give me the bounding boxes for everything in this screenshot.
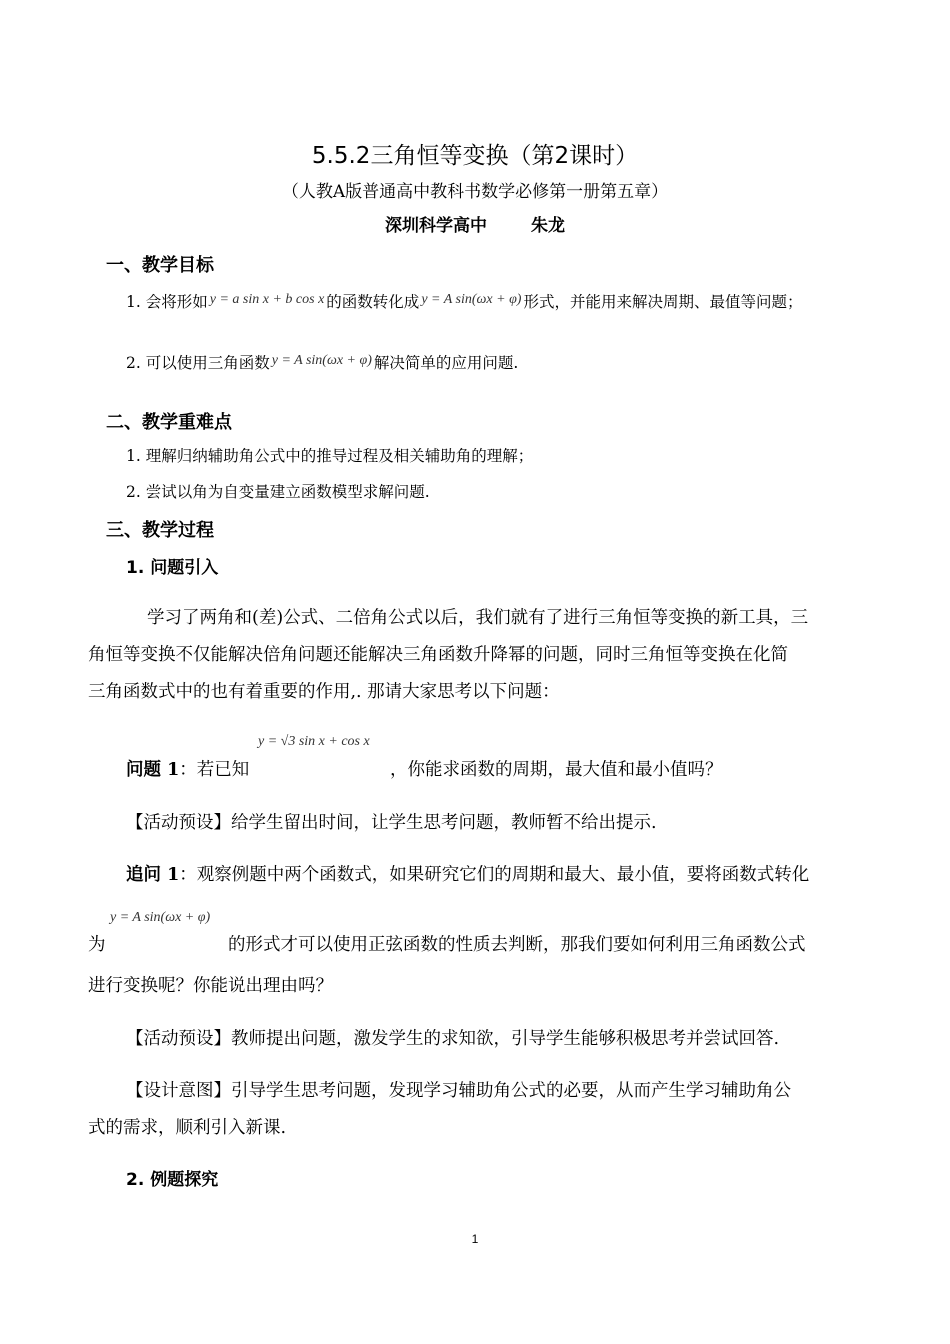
followup1-line-1 — [126, 861, 809, 886]
keypoint-item-1: 1. 理解归纳辅助角公式中的推导过程及相关辅助角的理解； — [126, 447, 534, 465]
objective-1-math2: y = A sin(ωx + φ) — [421, 292, 522, 307]
author-line — [0, 211, 950, 236]
author-school: 深圳科学高中 — [385, 216, 487, 236]
objective-1-post: 形式，并能用来解决周期、最值等问题； — [523, 293, 803, 311]
followup1-wei: 为 — [88, 935, 106, 955]
intro-line-3: 三角函数式中的也有着重要的作用,. 那请大家思考以下问题： — [88, 682, 560, 702]
question1-formula: y = √3 sin x + cos x — [258, 734, 370, 749]
page-number: 1 — [471, 1232, 479, 1246]
question1-label: 问题 1 — [126, 760, 180, 780]
objective-2-pre: 可以使用三角函数 — [145, 354, 270, 372]
objective-item-2 — [126, 351, 518, 373]
page-title: 5.5.2三角恒等变换（第2课时） — [311, 143, 639, 169]
objective-1-pre: 会将形如 — [145, 293, 208, 311]
intro-line-1: 学习了两角和(差)公式、二倍角公式以后，我们就有了进行三角恒等变换的新工具，三 — [147, 608, 809, 628]
subsection-intro-heading: 1. 问题引入 — [126, 558, 219, 578]
design-intent-line-1: 【设计意图】引导学生思考问题，发现学习辅助角公式的必要，从而产生学习辅助角公 — [126, 1081, 791, 1101]
objective-item-1 — [126, 290, 803, 312]
question1-post: ，你能求函数的周期，最大值和最小值吗？ — [390, 760, 723, 780]
objective-2-math: y = A sin(ωx + φ) — [271, 353, 372, 368]
design-intent-line-2: 式的需求，顺利引入新课. — [88, 1118, 287, 1138]
objective-2-post: 解决简单的应用问题. — [373, 354, 519, 372]
section2-heading: 二、教学重难点 — [106, 412, 232, 433]
objective-1-math1: y = a sin x + b cos x — [209, 292, 325, 307]
question1-line — [126, 756, 249, 781]
followup1-text-1: ：观察例题中两个函数式，如果研究它们的周期和最大、最小值，要将函数式转化 — [179, 865, 810, 885]
followup1-line-3: 进行变换呢？你能说出理由吗？ — [88, 976, 333, 996]
author-name: 朱龙 — [531, 216, 565, 236]
activity-preset-2: 【活动预设】教师提出问题，激发学生的求知欲，引导学生能够积极思考并尝试回答. — [126, 1029, 780, 1049]
followup1-line-2: 的形式才可以使用正弦函数的性质去判断，那我们要如何利用三角函数公式 — [228, 935, 806, 955]
followup1-formula: y = A sin(ωx + φ) — [110, 910, 211, 925]
followup1-label: 追问 1 — [126, 865, 180, 885]
objective-1-num: 1. — [126, 293, 141, 311]
subsection-example-heading: 2. 例题探究 — [126, 1170, 219, 1190]
intro-line-2: 角恒等变换不仅能解决倍角问题还能解决三角函数升降幂的问题，同时三角恒等变换在化简 — [88, 645, 788, 665]
question1-pre: ：若已知 — [179, 760, 250, 780]
keypoint-item-2: 2. 尝试以角为自变量建立函数模型求解问题. — [126, 483, 430, 501]
activity-preset-1: 【活动预设】给学生留出时间，让学生思考问题，教师暂不给出提示. — [126, 813, 657, 833]
objective-1-mid: 的函数转化成 — [326, 293, 420, 311]
page-subtitle: （人教A版普通高中教科书数学必修第一册第五章） — [281, 182, 669, 202]
section1-heading: 一、教学目标 — [106, 255, 214, 276]
objective-2-num: 2. — [126, 354, 141, 372]
section3-heading: 三、教学过程 — [106, 520, 214, 541]
